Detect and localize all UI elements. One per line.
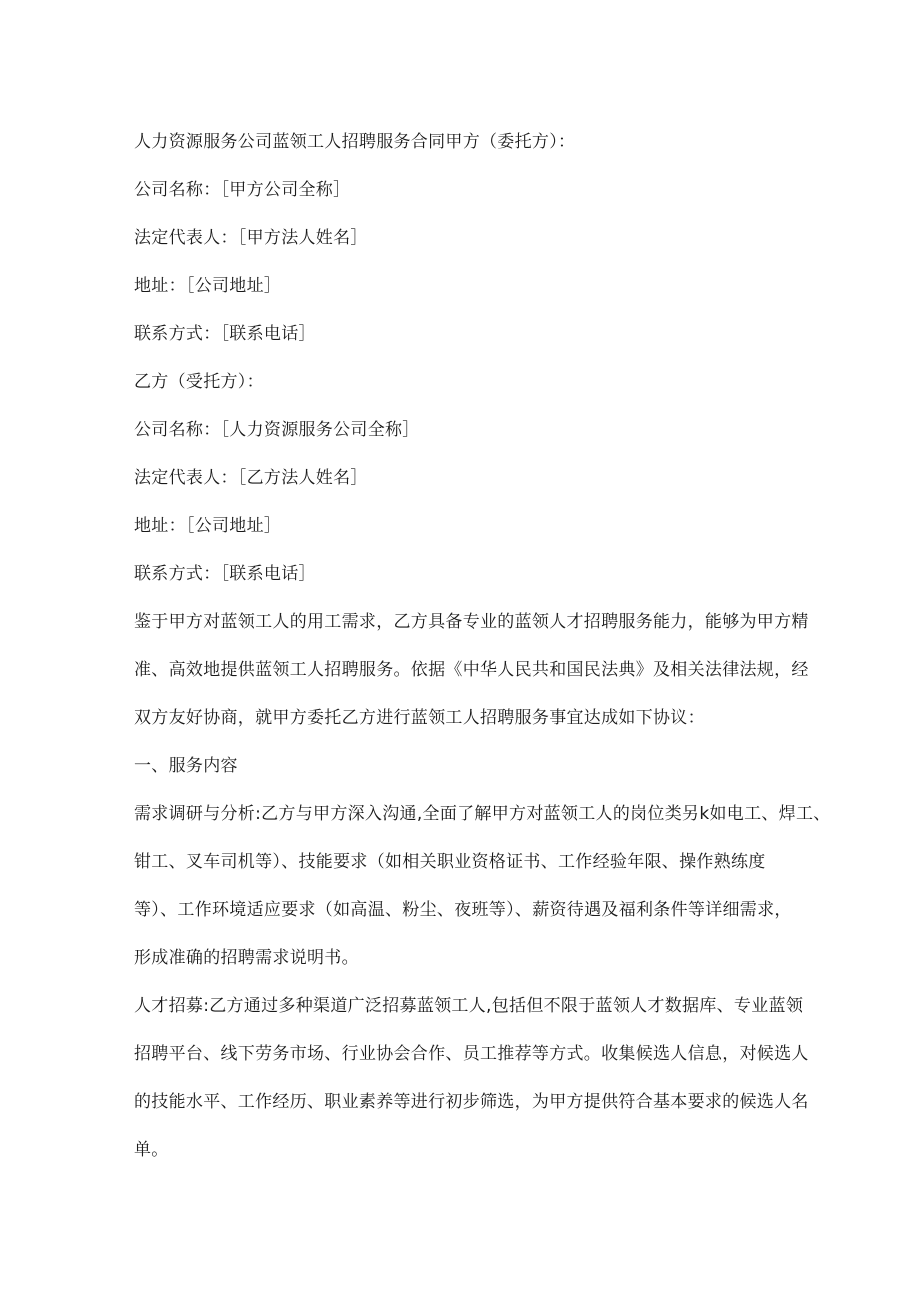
party-b-address: 地址：［公司地址］: [134, 516, 282, 536]
party-a-legal-representative: 法定代表人：［甲方法人姓名］: [134, 228, 368, 248]
paragraph-line: 招聘平台、线下劳务市场、行业协会合作、员工推荐等方式。收集候选人信息，对候选人: [134, 1044, 809, 1064]
preamble-line: 双方友好协商，就甲方委托乙方进行蓝领工人招聘服务事宜达成如下协议：: [134, 708, 705, 728]
paragraph-line: 形成准确的招聘需求说明书。: [134, 948, 359, 968]
paragraph-line: 钳工、叉车司机等）、技能要求（如相关职业资格证书、工作经验年限、操作熟练度: [134, 852, 766, 872]
paragraph-line: 人才招募:乙方通过多种渠道广泛招募蓝领工人,包括但不限于蓝领人才数据库、专业蓝领: [134, 996, 804, 1016]
party-b-company-name: 公司名称：［人力资源服务公司全称］: [134, 420, 420, 440]
party-a-company-name: 公司名称：［甲方公司全称］: [134, 180, 351, 200]
party-b-contact: 联系方式：［联系电话］: [134, 564, 316, 584]
preamble-line: 鉴于甲方对蓝领工人的用工需求，乙方具备专业的蓝领人才招聘服务能力，能够为甲方精: [134, 612, 809, 632]
talent-recruitment-paragraph: [134, 990, 809, 1166]
party-b-legal-representative: 法定代表人：［乙方法人姓名］: [134, 468, 368, 488]
section-heading-service-content: 一、服务内容: [134, 756, 238, 776]
preamble-line: 准、高效地提供蓝领工人招聘服务。依据《中华人民共和国民法典》及相关法律法规，经: [134, 660, 809, 680]
contract-document: [134, 126, 831, 1182]
requirement-analysis-paragraph: [134, 798, 831, 974]
party-a-contact: 联系方式：［联系电话］: [134, 324, 316, 344]
paragraph-line: 单。: [134, 1140, 169, 1160]
paragraph-line: 的技能水平、工作经历、职业素养等进行初步筛选，为甲方提供符合基本要求的候选人名: [134, 1092, 809, 1112]
party-a-heading: 人力资源服务公司蓝领工人招聘服务合同甲方（委托方）：: [134, 132, 576, 152]
preamble-paragraph: [134, 606, 809, 734]
paragraph-line: 等）、工作环境适应要求（如高温、粉尘、夜班等）、薪资待遇及福利条件等详细需求，: [134, 900, 792, 920]
party-a-address: 地址：［公司地址］: [134, 276, 282, 296]
party-b-heading: 乙方（受托方）：: [134, 372, 264, 392]
paragraph-line: 需求调研与分析:乙方与甲方深入沟通,全面了解甲方对蓝领工人的岗位类另k如电工、焊工、: [134, 804, 831, 824]
